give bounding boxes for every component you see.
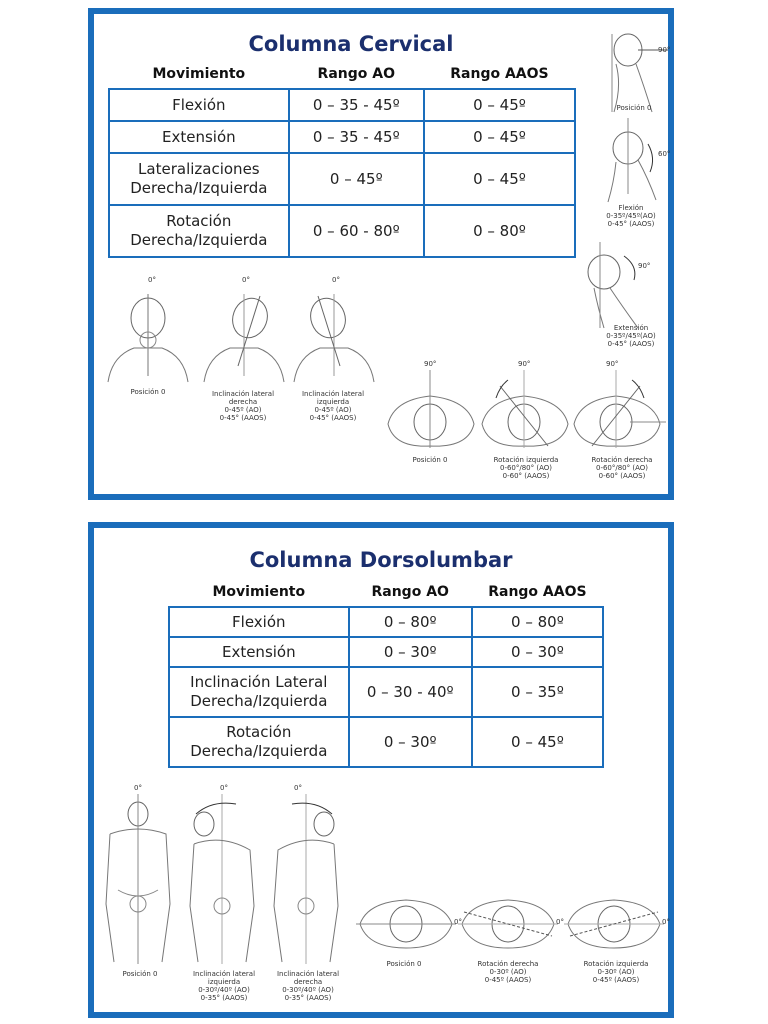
degree-label: 90° (424, 360, 437, 368)
degree-label: 0° (220, 784, 228, 792)
aaos-cell: 0 – 45º (424, 153, 575, 205)
rotation-right-illustration (570, 370, 668, 450)
degree-label: 0° (454, 918, 462, 926)
flexion-caption: Flexión 0-35º/45º(AO) 0-45° (AAOS) (606, 204, 656, 228)
table-row (169, 667, 603, 717)
header-rango-ao: Rango AO (371, 584, 449, 600)
cervical-table (108, 66, 576, 258)
flexion-illustration (594, 114, 672, 204)
movement-cell: Flexión (169, 607, 349, 637)
movement-cell: Rotación Derecha/Izquierda (169, 717, 349, 767)
degree-label: 90° (638, 262, 651, 270)
table-row (169, 637, 603, 667)
table-header-row (109, 66, 575, 89)
aaos-cell: 0 – 45º (424, 121, 575, 153)
dorsolumbar-table (168, 584, 604, 768)
degree-label: 0° (332, 276, 340, 284)
table-row (109, 121, 575, 153)
rotation-pos0-caption: Posición 0 (412, 456, 448, 464)
table-row (169, 607, 603, 637)
movement-cell: Rotación Derecha/Izquierda (109, 205, 289, 257)
degree-label: 90° (606, 360, 619, 368)
table-row (169, 717, 603, 767)
lateral-pos0-caption: Posición 0 (130, 388, 166, 396)
trunk-rotation-position-0-illustration (356, 890, 456, 956)
trunk-lateral-left-illustration (182, 794, 262, 966)
ao-cell: 0 – 30º (349, 637, 472, 667)
dorsolumbar-card (88, 522, 674, 1018)
rotation-left-illustration (478, 370, 572, 450)
movement-cell: Extensión (109, 121, 289, 153)
header-movimiento: Movimiento (212, 584, 306, 600)
trunk-lateral-right-illustration (266, 794, 346, 966)
degree-label: 90° (658, 46, 671, 54)
aaos-cell: 0 – 45º (472, 717, 603, 767)
side-pos0-caption: Posición 0 (616, 104, 652, 112)
extension-illustration (574, 236, 670, 332)
ao-cell: 0 – 35 - 45º (289, 121, 424, 153)
header-rango-aaos: Rango AAOS (488, 584, 587, 600)
aaos-cell: 0 – 30º (472, 637, 603, 667)
cervical-title: Columna Cervical (248, 32, 454, 56)
rotation-right-caption: Rotación derecha 0-60°/80° (AO) 0-60° (AAOS) (591, 456, 653, 480)
dorsolumbar-title: Columna Dorsolumbar (249, 548, 513, 572)
side-position-0-illustration (598, 24, 672, 114)
degree-label: 0° (148, 276, 156, 284)
aaos-cell: 0 – 80º (472, 607, 603, 637)
ao-cell: 0 – 30 - 40º (349, 667, 472, 717)
lateral-position-0-illustration (104, 286, 190, 384)
lateral-left-caption: Inclinación lateral izquierda 0-45º (AO) 0-45° (AAOS) (301, 390, 365, 422)
degree-label: 0° (294, 784, 302, 792)
ao-cell: 0 – 30º (349, 717, 472, 767)
trunk-lateral-left-caption: Inclinación lateral izquierda 0-30º/40º (AO) 0-35° (AAOS) (192, 970, 256, 1002)
ao-cell: 0 – 80º (349, 607, 472, 637)
movement-cell: Lateralizaciones Derecha/Izquierda (109, 153, 289, 205)
lateral-left-illustration (290, 286, 376, 384)
table-header-row (169, 584, 603, 607)
header-movimiento: Movimiento (152, 66, 246, 82)
cervical-card (88, 8, 674, 500)
aaos-cell: 0 – 35º (472, 667, 603, 717)
degree-label: 0° (134, 784, 142, 792)
lateral-right-caption: Inclinación lateral derecha 0-45º (AO) 0-45° (AAOS) (211, 390, 275, 422)
movement-cell: Extensión (169, 637, 349, 667)
movement-cell: Inclinación Lateral Derecha/Izquierda (169, 667, 349, 717)
lateral-right-illustration (200, 286, 286, 384)
table-row (109, 153, 575, 205)
table-row (109, 89, 575, 121)
trunk-position-0-illustration (100, 794, 176, 966)
aaos-cell: 0 – 80º (424, 205, 575, 257)
ao-cell: 0 – 45º (289, 153, 424, 205)
rotation-position-0-illustration (384, 370, 478, 450)
ao-cell: 0 – 35 - 45º (289, 89, 424, 121)
header-rango-ao: Rango AO (317, 66, 395, 82)
trunk-lateral-right-caption: Inclinación lateral derecha 0-30º/40º (AO) 0-35° (AAOS) (276, 970, 340, 1002)
trunk-rotation-left-illustration (564, 890, 664, 956)
aaos-cell: 0 – 45º (424, 89, 575, 121)
trunk-rotation-pos0-caption: Posición 0 (386, 960, 422, 968)
trunk-rotation-right-illustration (458, 890, 558, 956)
ao-cell: 0 – 60 - 80º (289, 205, 424, 257)
movement-cell: Flexión (109, 89, 289, 121)
degree-label: 0° (662, 918, 670, 926)
header-rango-aaos: Rango AAOS (450, 66, 549, 82)
trunk-rotation-right-caption: Rotación derecha 0-30º (AO) 0-45º (AAOS) (477, 960, 539, 984)
degree-label: 0° (556, 918, 564, 926)
degree-label: 0° (242, 276, 250, 284)
degree-label: 60° (658, 150, 671, 158)
table-row (109, 205, 575, 257)
degree-label: 90° (518, 360, 531, 368)
trunk-pos0-caption: Posición 0 (122, 970, 158, 978)
rotation-left-caption: Rotación izquierda 0-60°/80° (AO) 0-60° (AAOS) (493, 456, 559, 480)
trunk-rotation-left-caption: Rotación izquierda 0-30º (AO) 0-45º (AAOS) (583, 960, 649, 984)
extension-caption: Extensión 0-35º/45º(AO) 0-45° (AAOS) (606, 324, 656, 348)
